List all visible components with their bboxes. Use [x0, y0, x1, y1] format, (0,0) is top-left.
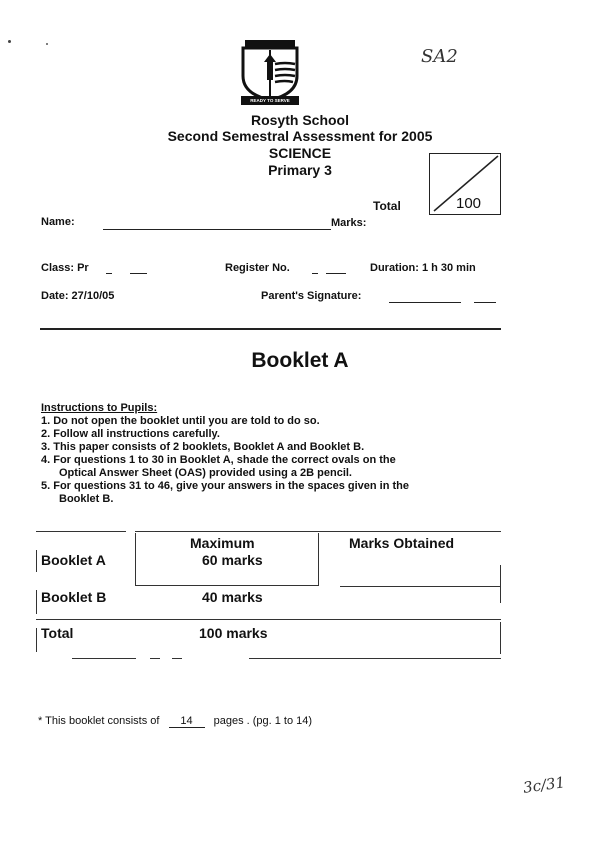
- handwritten-annotation-top: SA2: [421, 46, 458, 67]
- total-label: Total: [373, 199, 401, 213]
- parent-signature-label: Parent's Signature:: [261, 290, 362, 302]
- register-field-line-2: [326, 273, 346, 274]
- instruction-item: Booklet B.: [59, 493, 114, 505]
- table-border: [135, 531, 501, 532]
- section-divider: [40, 328, 501, 330]
- name-label: Name:: [41, 216, 75, 228]
- instruction-item: Optical Answer Sheet (OAS) provided using a 2B pencil.: [59, 467, 352, 479]
- class-field-line-2: [130, 273, 147, 274]
- stray-mark: [46, 43, 48, 45]
- table-row-label: Total: [41, 625, 74, 641]
- table-border: [340, 586, 501, 587]
- table-border: [36, 550, 37, 572]
- register-field-line-1: [312, 273, 318, 274]
- table-border: [500, 622, 501, 654]
- table-border: [36, 619, 501, 620]
- table-border: [36, 590, 37, 614]
- page-count-prefix: * This booklet consists of: [38, 715, 160, 727]
- instruction-item: 3. This paper consists of 2 booklets, Booklet A and Booklet B.: [41, 441, 365, 453]
- crest-motto: READY TO SERVE: [250, 98, 290, 103]
- instruction-item: 1. Do not open the booklet until you are told to do so.: [41, 415, 320, 427]
- table-border: [135, 533, 136, 585]
- table-header-marks-obtained: Marks Obtained: [349, 535, 455, 551]
- table-border: [249, 658, 501, 659]
- table-border: [72, 658, 136, 659]
- table-header-maximum: Maximum: [190, 535, 255, 551]
- stray-mark: [8, 40, 11, 43]
- class-field-line-1: [106, 273, 112, 274]
- table-border: [172, 658, 182, 659]
- date-text: Date: 27/10/05: [41, 290, 115, 302]
- instruction-item: 2. Follow all instructions carefully.: [41, 428, 220, 440]
- table-border: [36, 531, 126, 532]
- table-border: [500, 565, 501, 603]
- table-border: [135, 585, 319, 586]
- page-count-note: [38, 715, 312, 728]
- register-label: Register No.: [225, 262, 290, 274]
- table-border: [318, 533, 319, 585]
- booklet-title: Booklet A: [251, 349, 349, 372]
- signature-field-line-2: [474, 302, 496, 303]
- total-marks-box: [429, 153, 501, 215]
- signature-field-line-1: [389, 302, 461, 303]
- table-row-max: 60 marks: [202, 552, 263, 568]
- marks-label: Marks:: [331, 217, 367, 229]
- subject-title: SCIENCE: [268, 145, 332, 161]
- level-title: Primary 3: [268, 162, 332, 178]
- duration-text: Duration: 1 h 30 min: [370, 262, 476, 274]
- table-row-max: 40 marks: [202, 589, 263, 605]
- instructions-heading: Instructions to Pupils:: [41, 402, 158, 414]
- table-row-max: 100 marks: [199, 625, 268, 641]
- name-field-line: [103, 229, 331, 230]
- total-max-marks: 100: [456, 195, 482, 212]
- page-count-value: 14: [169, 715, 205, 728]
- page-count-suffix: pages . (pg. 1 to 14): [213, 715, 313, 727]
- instruction-item: 4. For questions 1 to 30 in Booklet A, shade the correct ovals on the: [41, 454, 396, 466]
- school-name: Rosyth School: [250, 112, 349, 128]
- instruction-item: 5. For questions 31 to 46, give your answers in the spaces given in the: [41, 480, 410, 492]
- table-border: [150, 658, 160, 659]
- table-border: [36, 628, 37, 652]
- table-row-label: Booklet B: [41, 589, 107, 605]
- school-crest: [237, 40, 303, 106]
- assessment-title: Second Semestral Assessment for 2005: [167, 128, 433, 144]
- class-label: Class: Pr: [41, 262, 89, 274]
- table-row-label: Booklet A: [41, 552, 106, 568]
- handwritten-annotation-bottom: 3c/31: [521, 773, 567, 797]
